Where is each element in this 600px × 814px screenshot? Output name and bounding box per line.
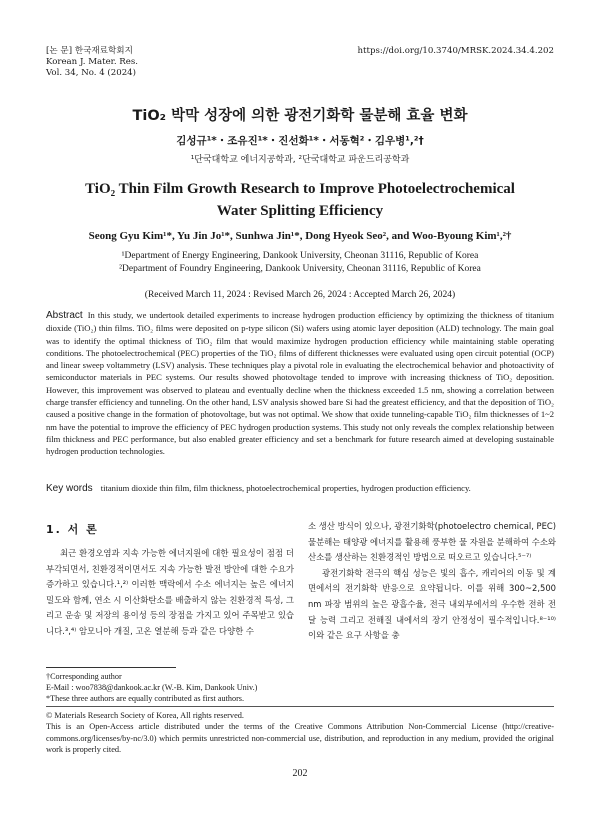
license-block [46, 710, 554, 756]
title-english-line-1: TiO₂ Thin Film Growth Research to Improve Photoelectrochemical [85, 181, 515, 197]
intro-paragraph-1: 최근 환경오염과 지속 가능한 에너지원에 대한 필요성이 점점 더 부각되면서, 친환경적이면서도 지속 가능한 발전 방안에 대한 수요가 증가하고 있습니다.¹,²⁾ 이러한 맥락에서 수소 에너지는 높은 에너지 밀도와 함께, 연소 시 이산화탄소를 배출하지 않는 친환경적 특성, 그리고 운송 및 저장의 용이성 등의 장점을 가지고 있어 주목받고 있습니다.³,⁴⁾ 암모니아 개질, 고온 열분해 등과 같은 다양한 수 [46, 548, 294, 636]
page-number: 202 [292, 768, 308, 779]
body-column-left [46, 546, 294, 640]
abstract-label: Abstract [46, 310, 83, 321]
footnotes [46, 671, 296, 704]
abstract [46, 309, 554, 458]
affiliations-english [0, 250, 600, 276]
affiliation-2: ²Department of Foundry Engineering, Dankook University, Cheonan 31116, Republic of Korea [119, 264, 481, 274]
intro-paragraph-2: 광전기화학 전극의 핵심 성능은 빛의 흡수, 캐리어의 이동 및 계면에서의 전기화학 반응으로 요약됩니다. 이를 위해 300~2,500 nm 파장 범위의 높은 광흡수율, 전극 내외부에서의 우수한 전하 전달 능력 그리고 전해질 내에서의 장기 안정성이 필수적입니다.⁸⁻¹⁰⁾ 이와 같은 요구 사항을 충 [308, 567, 556, 641]
affiliation-1: ¹Department of Energy Engineering, Dankook University, Cheonan 31116, Republic of Korea [121, 251, 479, 261]
footnote-equal-contribution: *These three authors are equally contributed as first authors. [46, 694, 245, 703]
body-column-right [308, 519, 556, 644]
title-english-line-2: Water Splitting Efficiency [216, 203, 384, 219]
journal-volume: Vol. 34, No. 4 (2024) [46, 68, 136, 78]
footnote-divider [46, 667, 176, 668]
article-type: [논 문] [46, 46, 73, 56]
keywords-text: titanium dioxide thin film, film thickness, photoelectrochemical properties, hydrogen production efficiency. [100, 483, 471, 493]
keywords [46, 483, 566, 494]
title-english [40, 178, 560, 222]
journal-name-ko: 한국재료학회지 [74, 46, 133, 56]
journal-name-en: Korean J. Mater. Res. [46, 57, 138, 67]
abstract-text: In this study, we undertook detailed experiments to increase hydrogen production efficiency by optimizing the thickness of titanium dioxide (TiO₂) thin films. TiO₂ films were deposited on p-type silicon (Si) wafers using atomic layer deposition (ALD) technology. The main goal was to identify the optimal thickness of TiO₂ film that would maximize hydrogen production efficiency while maintaining stable operating conditions. The photoelectrochemical (PEC) properties of the TiO₂ films of different thicknesses were evaluated using open circuit potential (OCP) and linear sweep voltammetry (LSV) analysis. These techniques play a pivotal role in evaluating the electrochemical behavior and photoactivity of semiconductor materials in PEC systems. Our results showed photovoltage tended to improve with increasing thickness of TiO₂ deposition. However, this improvement was observed to plateau and eventually decline when the thickness exceeded 1.5 nm, showing a correlation between charge transfer efficiency and tunneling. On the other hand, LSV analysis showed bare Si had the greatest efficiency, and that the deposition of TiO₂ caused a positive change in the formation of photovoltage, but was not optimal. We show that oxide tunneling-capable TiO₂ film thicknesses of 1~2 nm have the potential to improve the efficiency of PEC hydrogen production systems. This study not only reveals the complex relationship between film thickness and PEC performance, but also enabled greater efficiency and set a benchmark for future research aimed at developing sustainable hydrogen production technologies. [46, 310, 554, 457]
title-korean: TiO₂ 박막 성장에 의한 광전기화학 물분해 효율 변화 [132, 108, 468, 124]
doi-link[interactable]: https://doi.org/10.3740/MRSK.2024.34.4.202 [357, 46, 554, 56]
authors-korean: 김성규¹*・조유진¹*・진선화¹*・서동혁²・김우병¹,²† [176, 135, 424, 147]
intro-paragraph-1-cont: 소 생산 방식이 있으나, 광전기화학(photoelectro chemical, PEC) 물분해는 태양광 에너지를 활용해 풍부한 물 자원을 분해하여 수소와 산소를 생산하는 친환경적인 방법으로 떠오르고 있습니다.⁵⁻⁷⁾ [308, 521, 556, 563]
copyright-notice: © Materials Research Society of Korea, All rights reserved. [46, 711, 244, 720]
authors-english: Seong Gyu Kim¹*, Yu Jin Jo¹*, Sunhwa Jin¹*, Dong Hyeok Seo², and Woo-Byoung Kim¹,²† [88, 230, 512, 242]
received-dates: (Received March 11, 2024 : Revised March 26, 2024 : Accepted March 26, 2024) [144, 290, 456, 300]
keywords-label: Key words [46, 483, 93, 494]
journal-header [46, 46, 138, 79]
footnote-corresponding: †Corresponding author [46, 672, 122, 681]
license-text: This is an Open-Access article distributed under the terms of the Creative Commons Attribution Non-Commercial License (http://creative-commons.org/licenses/by-nc/3.0) which permits unrestricted non-commercial use, distribution, and reproduction in any medium, provided the original work is properly cited. [46, 722, 554, 755]
license-divider [46, 706, 554, 707]
affiliations-korean: ¹단국대학교 에너지공학과, ²단국대학교 파운드리공학과 [190, 155, 410, 165]
footnote-email: E-Mail : woo7838@dankook.ac.kr (W.-B. Kim, Dankook Univ.) [46, 683, 258, 692]
section-title-introduction: 1. 서 론 [46, 523, 99, 536]
